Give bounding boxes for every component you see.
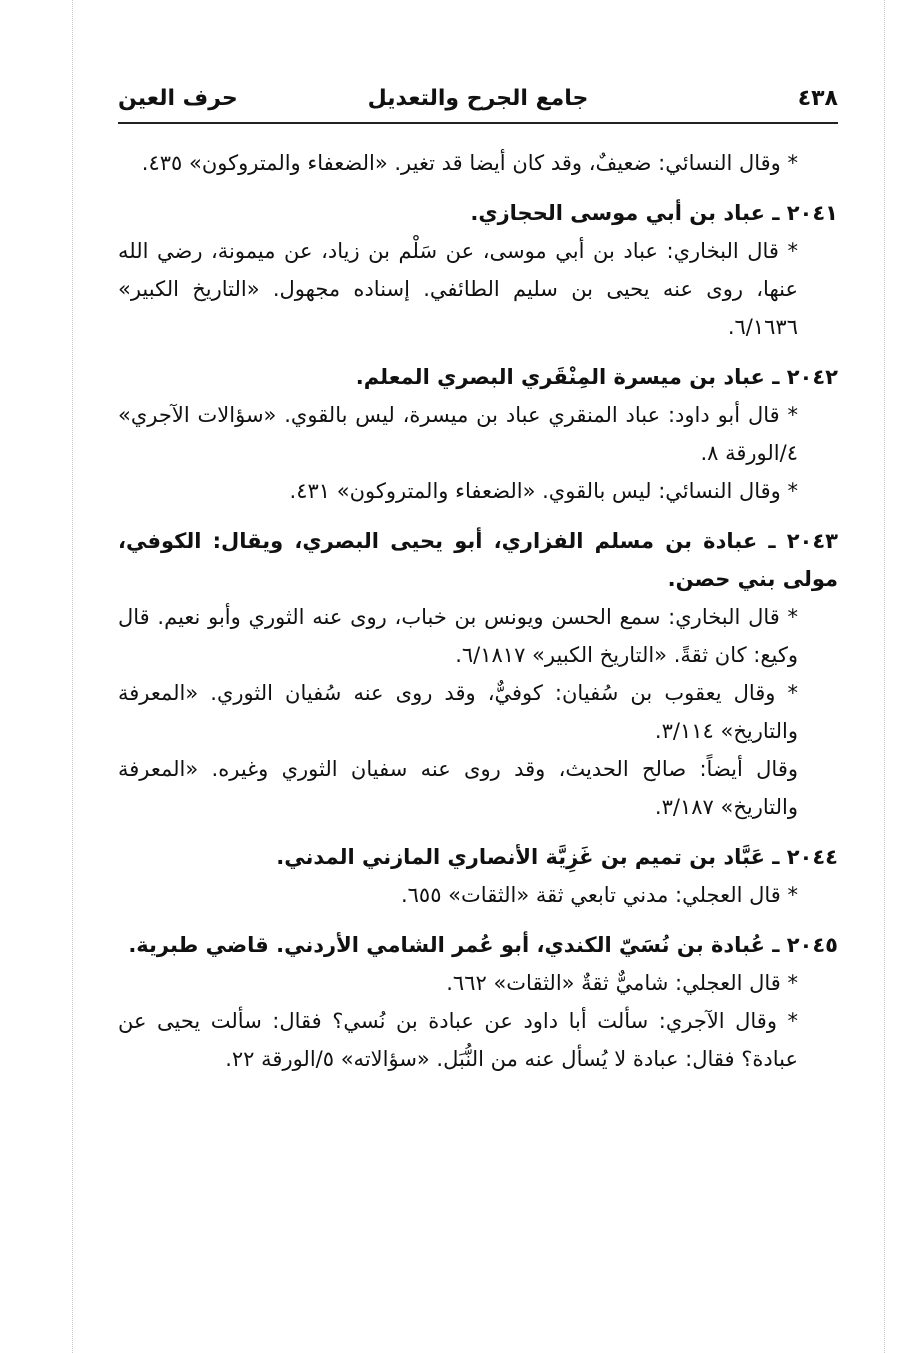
- section-title: حرف العين: [118, 86, 238, 111]
- body-paragraph: * وقال يعقوب بن سُفيان: كوفيٌّ، وقد روى عنه سُفيان الثوري. «المعرفة والتاريخ» ٣/١١٤.: [118, 681, 798, 743]
- page-body: [118, 144, 838, 1078]
- body-paragraph: * وقال الآجري: سألت أبا داود عن عبادة بن نُسي؟ فقال: سألت يحيى عن عبادة؟ فقال: عبادة لا يُسأل عنه من النُّبَل. «سؤالاته» ٥/الورقة ٢٢.: [118, 1009, 798, 1071]
- entry-title: ٢٠٤٣ ـ عبادة بن مسلم الفزاري، أبو يحيى البصري، ويقال: الكوفي، مولى بني حصن.: [118, 529, 838, 591]
- left-dotted-guide: [72, 0, 73, 1353]
- entry-title: ٢٠٤٥ ـ عُبادة بن نُسَيّ الكندي، أبو عُمر الشامي الأردني. قاضي طبرية.: [128, 933, 838, 957]
- book-title: جامع الجرح والتعديل: [367, 86, 589, 111]
- page-header: [118, 82, 838, 124]
- entry-title: ٢٠٤١ ـ عباد بن أبي موسى الحجازي.: [470, 201, 838, 225]
- body-paragraph: * قال البخاري: عباد بن أبي موسى، عن سَلْم بن زياد، عن ميمونة، رضي الله عنها، روى عنه يحيى بن سليم الطائفي. إسناده مجهول. «التاريخ الكبير» ٦/١٦٣٦.: [118, 239, 798, 339]
- right-dotted-guide: [884, 0, 885, 1353]
- entry-title: ٢٠٤٤ ـ عَبَّاد بن تميم بن غَزِيَّة الأنصاري المازني المدني.: [276, 845, 838, 869]
- page-number: ٤٣٨: [797, 86, 838, 111]
- body-paragraph: * قال البخاري: سمع الحسن ويونس بن خباب، روى عنه الثوري وأبو نعيم. قال وكيع: كان ثقةً. «التاريخ الكبير» ٦/١٨١٧.: [118, 605, 798, 667]
- body-paragraph: * قال العجلي: مدني تابعي ثقة «الثقات» ٦٥٥.: [400, 883, 798, 907]
- entry-title: ٢٠٤٢ ـ عباد بن ميسرة المِنْقَري البصري المعلم.: [355, 365, 838, 389]
- body-paragraph: * قال العجلي: شاميٌّ ثقةٌ «الثقات» ٦٦٢.: [446, 971, 798, 995]
- body-paragraph: وقال أيضاً: صالح الحديث، وقد روى عنه سفيان الثوري وغيره. «المعرفة والتاريخ» ٣/١٨٧.: [118, 757, 798, 819]
- body-paragraph: * قال أبو داود: عباد المنقري عباد بن ميسرة، ليس بالقوي. «سؤالات الآجري» ٤/الورقة ٨.: [118, 403, 798, 465]
- body-paragraph: * وقال النسائي: ليس بالقوي. «الضعفاء والمتروكون» ٤٣١.: [289, 479, 798, 503]
- book-page: [118, 82, 838, 1078]
- body-paragraph: * وقال النسائي: ضعيفٌ، وقد كان أيضا قد تغير. «الضعفاء والمتروكون» ٤٣٥.: [141, 151, 798, 175]
